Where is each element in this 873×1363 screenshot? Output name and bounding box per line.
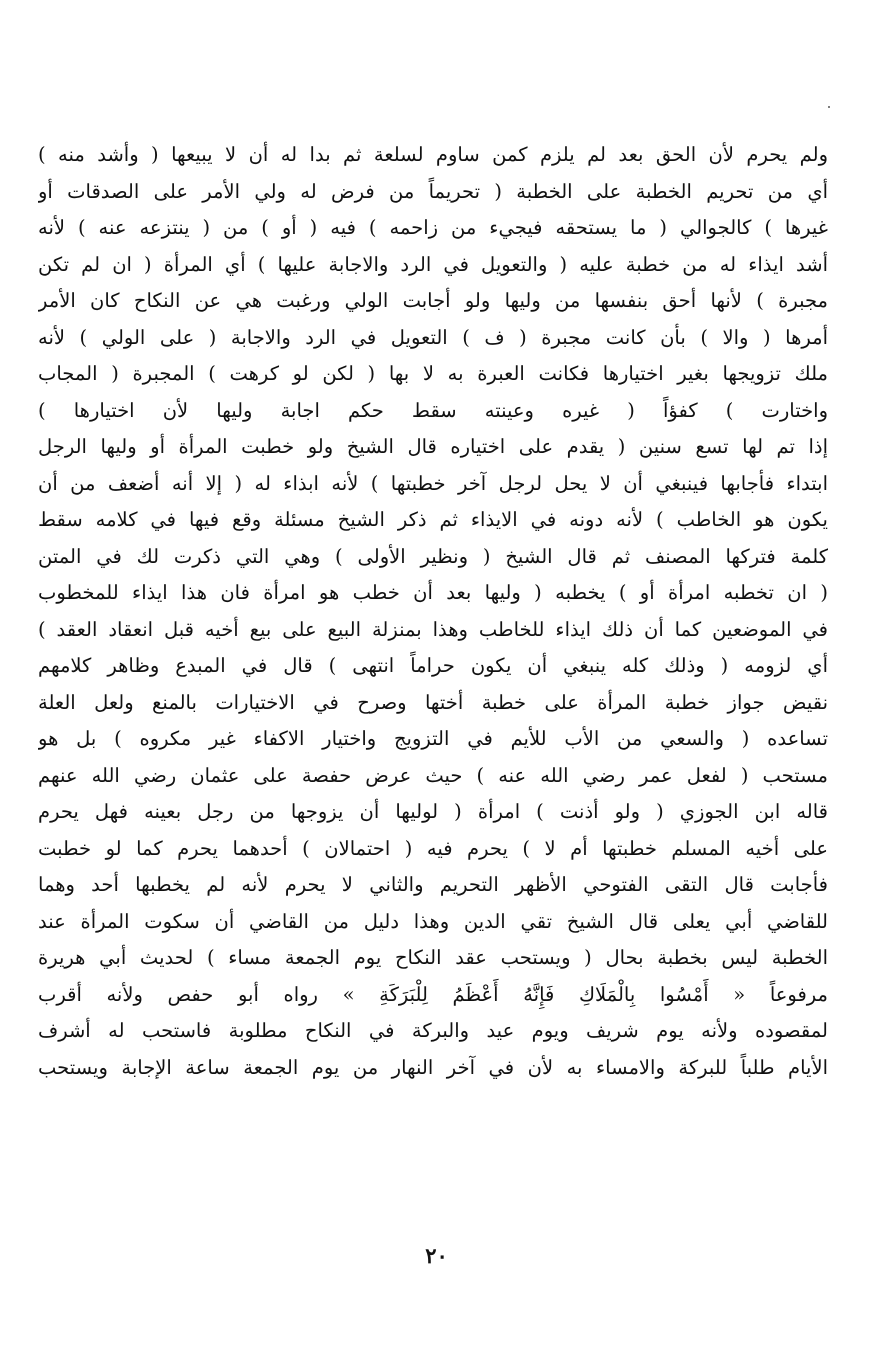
text-line-14: في الموضعين كما أن ذلك ايذاء للخاطب وهذا بمنزلة البيع على بيع أخيه قبل انعقاد العقد )	[38, 617, 828, 641]
text-line-21: فأجابت قال التقى الفتوحي الأظهر التحريم والثاني لا يحرم لأنه لم يخطبها أحد وهما	[38, 873, 828, 896]
body-text	[38, 137, 828, 1086]
text-line-20: على أخيه المسلم خطبتها أم لا ) يحرم فيه ( احتمالان ) أحدهما يحرم كما لو خطبت	[38, 836, 828, 860]
text-line-3: غيرها ) كالجوالي ( ما يستحقه فيجيء من زاحمه ) فيه ( أو ) من ( ينتزعه عنه ) لأنه	[38, 216, 828, 239]
text-line-19: قاله ابن الجوزي ( ولو أذنت ) امرأة ( لوليها أن يزوجها من رجل بعينه فهل يحرم	[38, 800, 828, 823]
text-line-23: الخطبة ليس بخطبة بحال ( ويستحب عقد النكاح يوم الجمعة مساء ) لحديث أبي هريرة	[38, 946, 828, 969]
text-line-26: الأيام طلباً للبركة والامساء به لأن في آخر النهار من يوم الجمعة ساعة الإجابة ويستحب	[38, 1055, 828, 1079]
text-line-11: يكون هو الخاطب ) لأنه دونه في الايذاء ثم ذكر الشيخ مسئلة وقع فيها في كلامه سقط	[38, 508, 828, 531]
scan-speck	[828, 106, 830, 108]
text-line-5: مجبرة ) لأنها أحق بنفسها من وليها ولو أجابت الولي ورغبت هي عن النكاح كان الأمر	[38, 289, 828, 312]
text-line-10: ابتداء فأجابها فينبغي أن لا يحل لرجل آخر خطبتها ) لأنه ابذاء له ( إلا أنه أضعف من أن	[38, 471, 828, 495]
text-line-1: ولم يحرم لأن الحق بعد لم يلزم كمن ساوم لسلعة ثم بدا له أن لا يبيعها ( وأشد منه )	[38, 143, 828, 166]
text-line-13: ( ان تخطبه امرأة أو ) يخطبه ( وليها بعد أن خطب هو امرأة فان هذا ايذاء للمخطوب	[38, 581, 828, 604]
text-line-17: تساعده ( والسعي من الأب للأيم في التزويج واختيار الاكفاء غير مكروه ) بل هو	[38, 727, 828, 750]
text-line-4: أشد ايذاء له من خطبة عليه ( والتعويل في الرد والاجابة عليها ) أي المرأة ( ان لم تكن	[38, 252, 828, 276]
text-line-2: أي من تحريم الخطبة على الخطبة ( تحريماً من فرض له ولي الأمر على الصدقات أو	[38, 179, 828, 203]
text-line-24: مرفوعاً « أَمْسُوا بِالْمَلَاكِ فَإِنَّهُ أَعْظَمُ لِلْبَرَكَةِ » رواه أبو حفص ولأنه أقرب	[38, 982, 828, 1006]
page-number: ٢٠	[425, 1243, 448, 1268]
text-line-8: واختارت ) كفؤاً ( غيره وعينته سقط حكم اجابة وليها لأن اختيارها )	[38, 398, 828, 422]
text-line-15: أي لزومه ( وذلك كله ينبغي أن يكون حراماً انتهى ) قال في المبدع وظاهر كلامهم	[38, 654, 828, 677]
text-line-7: ملك تزويجها بغير اختيارها فكانت العبرة به لا بها ( لكن لو كرهت ) المجبرة ( المجاب	[38, 362, 828, 385]
text-line-25: لمقصوده ولأنه يوم شريف ويوم عيد والبركة في النكاح مطلوبة فاستحب له أشرف	[38, 1019, 828, 1042]
text-line-6: أمرها ( والا ) بأن كانت مجبرة ( ف ) التعويل في الرد والاجابة ( على الولي ) لأنه	[38, 325, 828, 349]
text-line-16: نقيض جواز خطبة المرأة على خطبة أختها وصرح في الاختيارات بالمنع ولعل العلة	[38, 690, 828, 714]
text-line-12: كلمة فتركها المصنف ثم قال الشيخ ( ونظير الأولى ) وهي التي ذكرت لك في المتن	[38, 544, 828, 568]
text-line-9: إذا تم لها تسع سنين ( يقدم على اختياره قال الشيخ ولو خطبت المرأة أو وليها الرجل	[38, 435, 828, 458]
text-line-22: للقاضي أبي يعلى قال الشيخ تقي الدين وهذا دليل من القاضي أن سكوت المرأة عند	[38, 909, 828, 933]
text-line-18: مستحب ( لفعل عمر رضي الله عنه ) حيث عرض حفصة على عثمان رضي الله عنهم	[38, 763, 828, 787]
